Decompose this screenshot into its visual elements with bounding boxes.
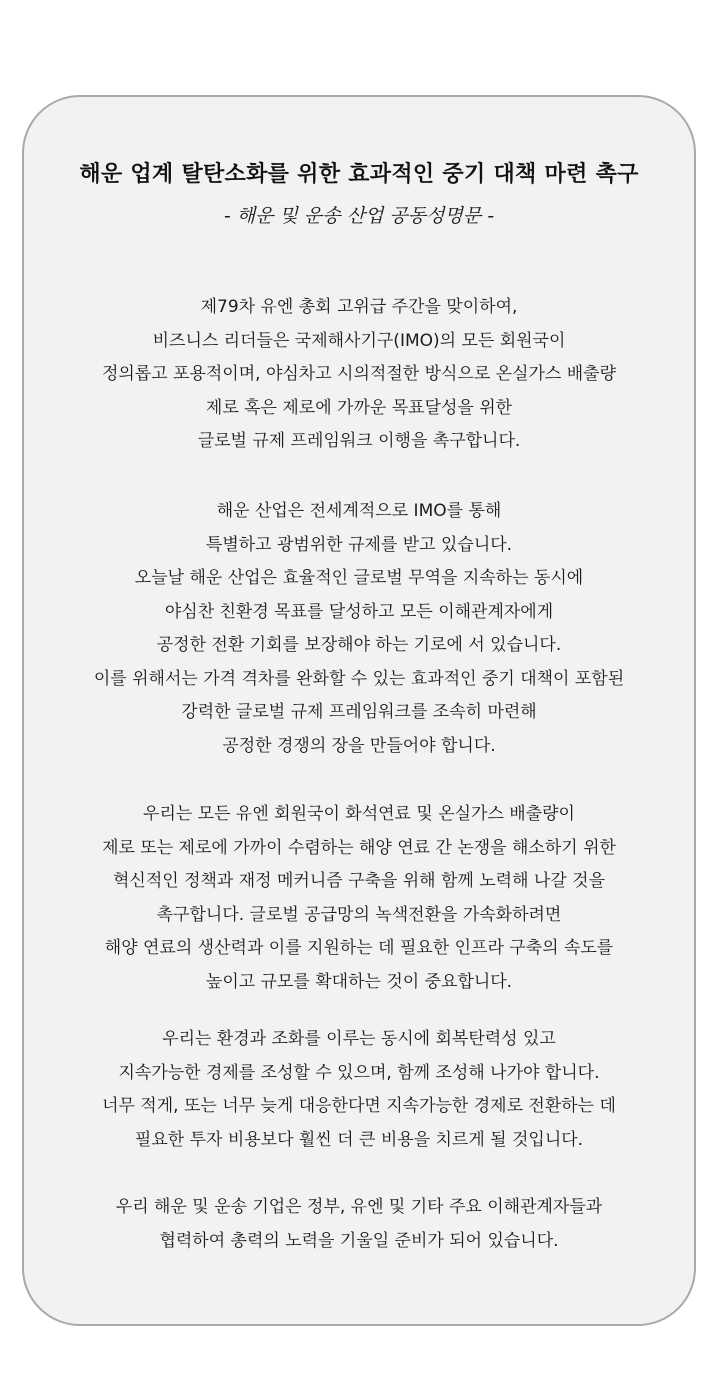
paragraph-line: 해양 연료의 생산력과 이를 지원하는 데 필요한 인프라 구축의 속도를 (104, 938, 614, 958)
paragraph-line: 지속가능한 경제를 조성할 수 있으며, 함께 조성해 나가야 합니다. (118, 1062, 600, 1083)
paragraph-line: 높이고 규모를 확대하는 것이 중요합니다. (205, 971, 513, 992)
paragraph-line: 혁신적인 정책과 재정 메커니즘 구축을 위해 함께 노력해 나갈 것을 (112, 871, 606, 891)
paragraph-3 (24, 798, 694, 999)
paragraph-line: 공정한 전환 기회를 보장해야 하는 기로에 서 있습니다. (156, 635, 562, 655)
statement-title: 해운 업계 탈탄소화를 위한 효과적인 중기 대책 마련 촉구 (79, 162, 639, 187)
paragraph-line: 비즈니스 리더들은 국제해사기구(IMO)의 모든 회원국이 (152, 330, 566, 351)
paragraph-2 (24, 495, 694, 763)
paragraph-line: 제로 또는 제로에 가까이 수렴하는 해양 연료 간 논쟁을 해소하기 위한 (102, 837, 616, 858)
paragraph-4 (24, 1023, 694, 1157)
paragraph-line: 제79차 유엔 총회 고위급 주간을 맞이하여, (200, 297, 518, 317)
statement-card (22, 95, 696, 1326)
statement-subtitle: - 해운 및 운송 산업 공동성명문 - (223, 205, 495, 227)
paragraph-line: 협력하여 총력의 노력을 기울일 준비가 되어 있습니다. (159, 1230, 559, 1251)
paragraph-line: 우리는 환경과 조화를 이루는 동시에 회복탄력성 있고 (162, 1029, 556, 1049)
paragraph-5 (24, 1191, 694, 1258)
paragraph-line: 이를 위해서는 가격 격차를 완화할 수 있는 효과적인 중기 대책이 포함된 (93, 668, 625, 689)
paragraph-line: 너무 적게, 또는 너무 늦게 대응한다면 지속가능한 경제로 전환하는 데 (102, 1096, 616, 1116)
paragraph-line: 촉구합니다. 글로벌 공급망의 녹색전환을 가속화하려면 (156, 904, 562, 925)
paragraph-line: 필요한 투자 비용보다 훨씬 더 큰 비용을 치르게 될 것입니다. (134, 1129, 584, 1150)
paragraph-1 (24, 291, 694, 459)
paragraph-line: 제로 혹은 제로에 가까운 목표달성을 위한 (205, 397, 513, 418)
paragraph-line: 해운 산업은 전세계적으로 IMO를 통해 (216, 501, 502, 521)
paragraph-line: 특별하고 광범위한 규제를 받고 있습니다. (205, 534, 513, 555)
paragraph-line: 강력한 글로벌 규제 프레임워크를 조속히 마련해 (181, 702, 537, 722)
paragraph-line: 야심찬 친환경 목표를 달성하고 모든 이해관계자에게 (164, 601, 554, 622)
paragraph-line: 글로벌 규제 프레임워크 이행을 촉구합니다. (197, 431, 521, 451)
paragraph-line: 우리는 모든 유엔 회원국이 화석연료 및 온실가스 배출량이 (143, 804, 575, 824)
paragraph-line: 오늘날 해운 산업은 효율적인 글로벌 무역을 지속하는 동시에 (134, 568, 584, 588)
paragraph-line: 공정한 경쟁의 장을 만들어야 합니다. (222, 735, 496, 756)
paragraph-line: 우리 해운 및 운송 기업은 정부, 유엔 및 기타 주요 이해관계자들과 (115, 1197, 603, 1217)
paragraph-line: 정의롭고 포용적이며, 야심차고 시의적절한 방식으로 온실가스 배출량 (101, 364, 617, 384)
